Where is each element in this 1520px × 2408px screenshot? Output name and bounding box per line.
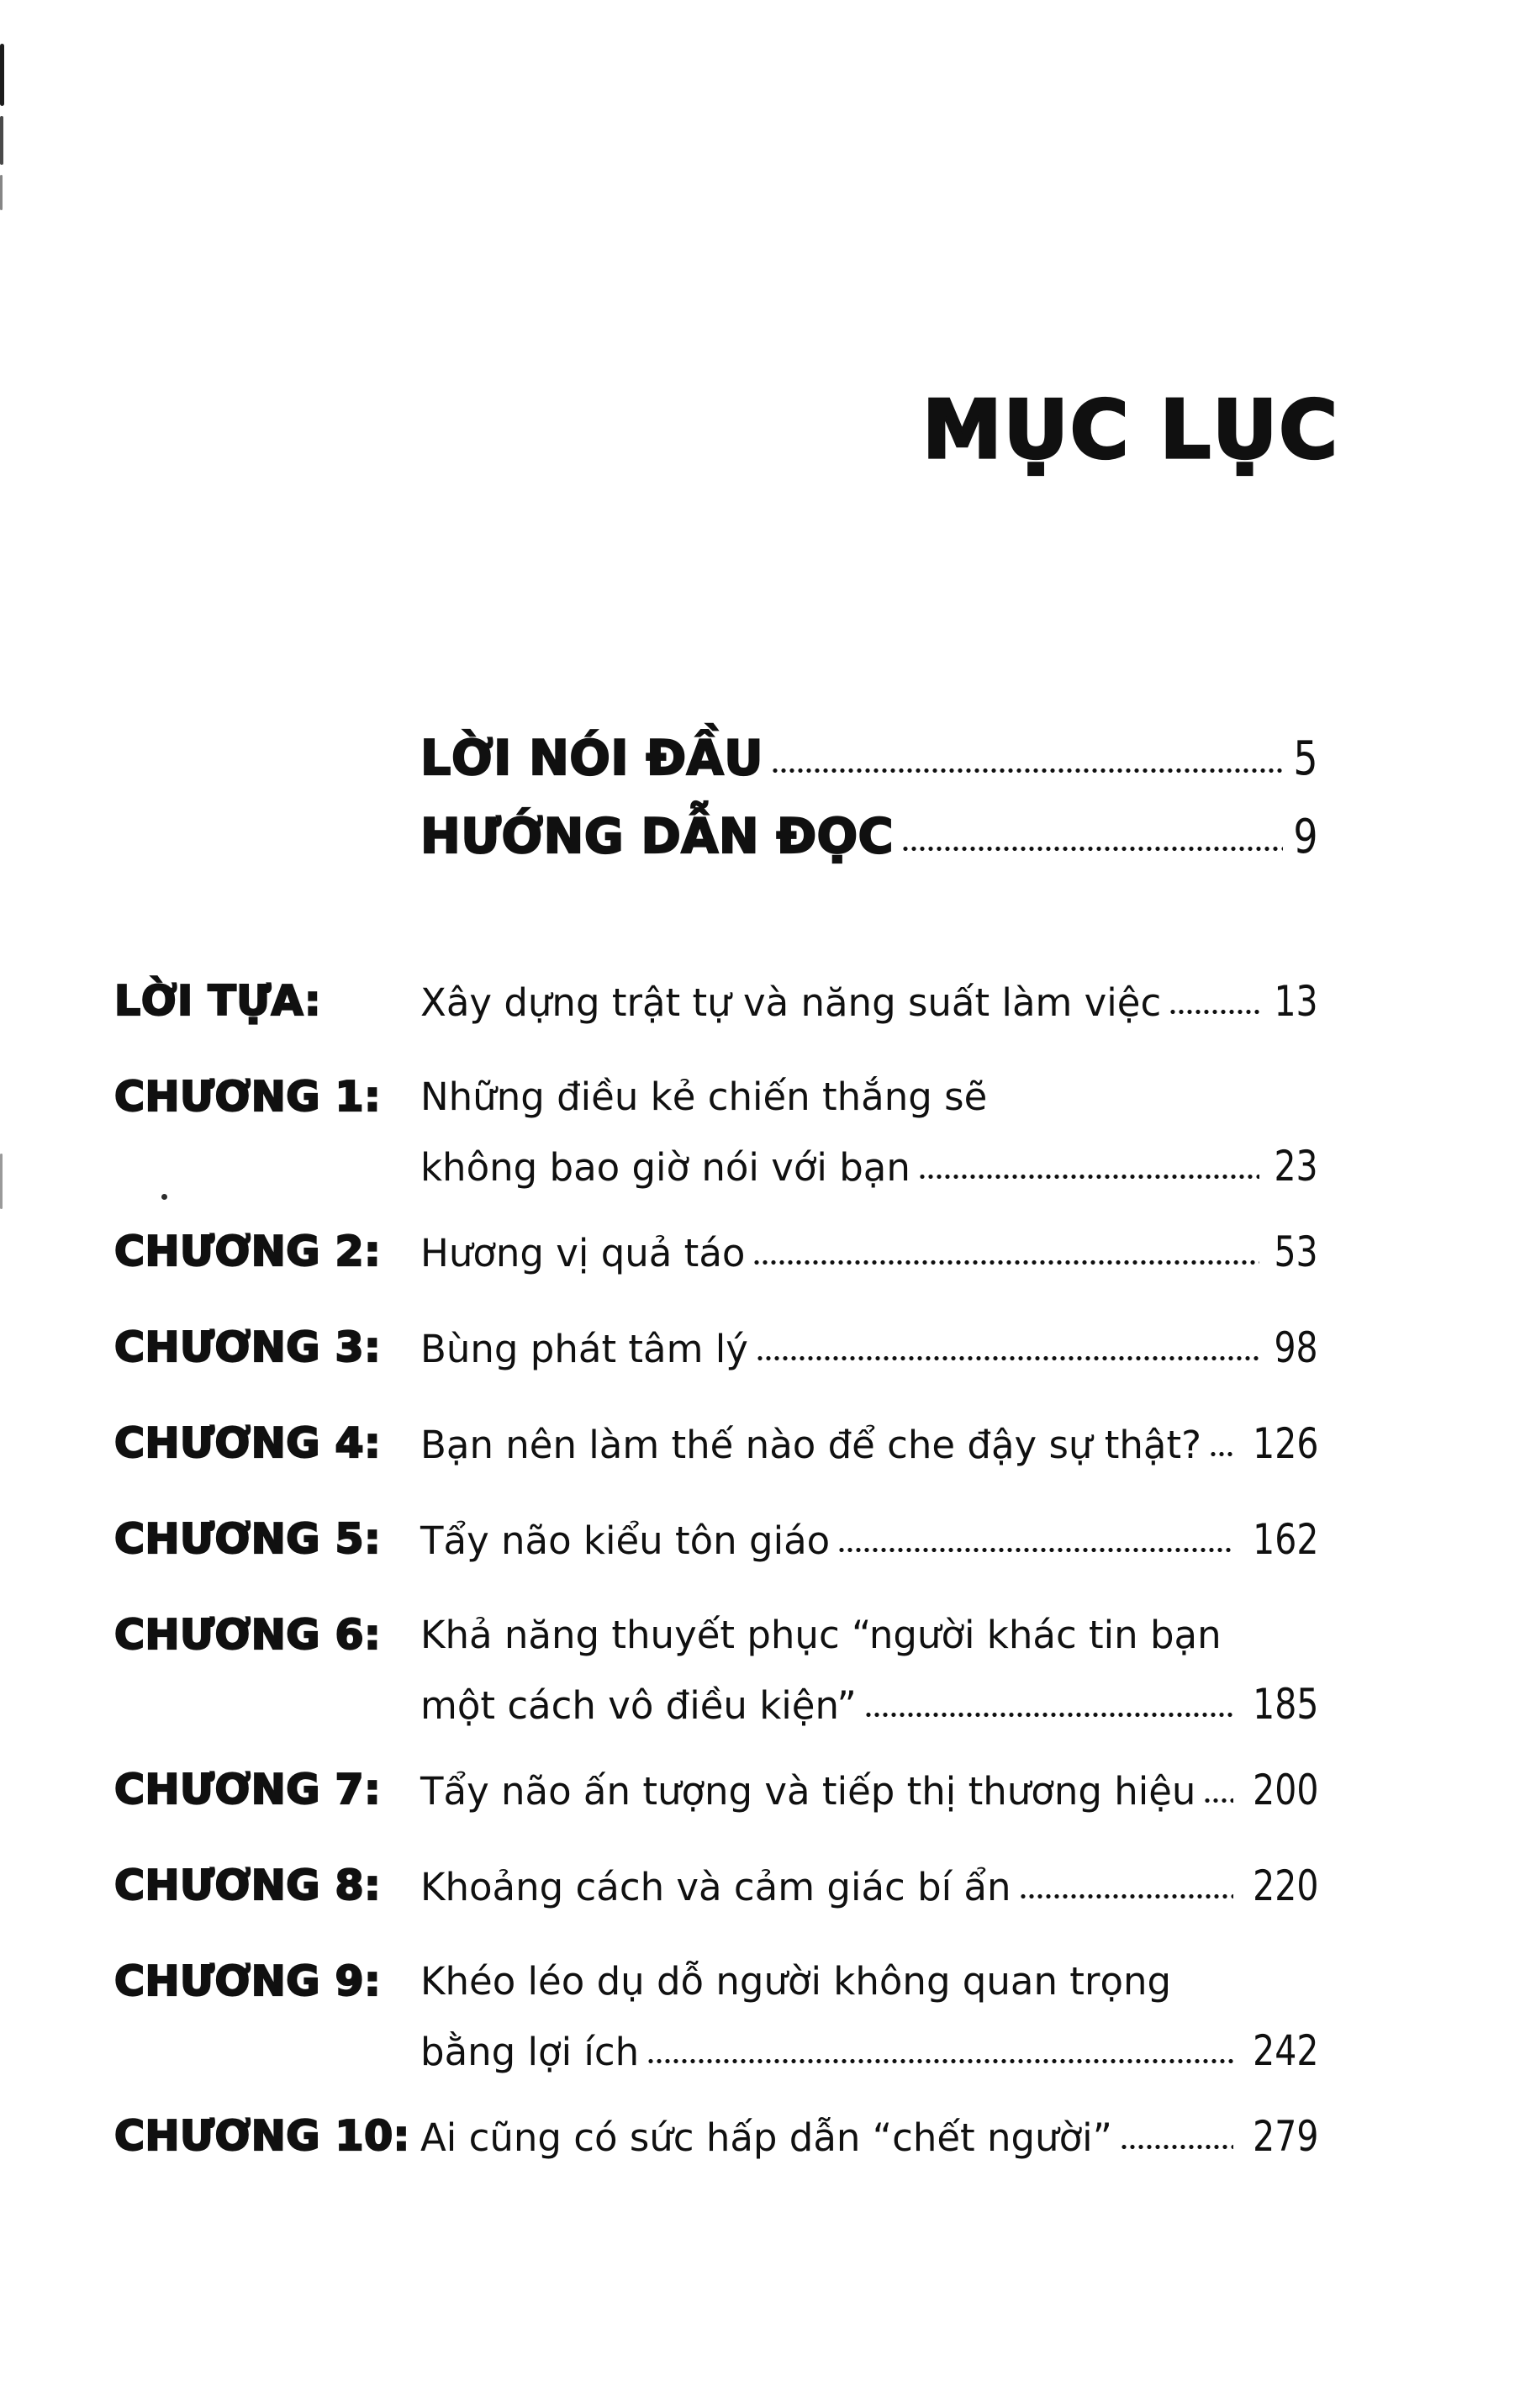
toc-line (420, 1313, 1318, 1384)
toc-line (420, 1601, 1318, 1670)
toc-line (420, 2016, 1318, 2087)
chapter-title: Khoảng cách và cảm giác bí ẩn (420, 1865, 1011, 1909)
dot-leader (1020, 1893, 1233, 1900)
page-number: 9 (1293, 810, 1318, 864)
page-number: 13 (1274, 977, 1318, 1026)
dot-leader (902, 845, 1283, 853)
toc-line (420, 967, 1318, 1038)
toc-entry-chuong-1 (114, 1063, 1318, 1202)
chapter-title: Bạn nên làm thế nào để che đậy sự thật? (420, 1423, 1202, 1467)
page-number: 23 (1274, 1142, 1318, 1191)
chapter-title: Tẩy não kiểu tôn giáo (420, 1518, 831, 1563)
page-title: MỤC LỤC (922, 384, 1339, 477)
chapter-label: CHƯƠNG 9: (114, 1957, 382, 2005)
toc-entry-chuong-7 (114, 1756, 1318, 1826)
toc-entry-loi-tua (114, 967, 1318, 1038)
toc-line (420, 1670, 1318, 1740)
dot-leader (919, 1173, 1260, 1180)
page-number: 279 (1252, 2112, 1318, 2161)
toc-entry-chuong-2 (114, 1217, 1318, 1288)
page-number: 53 (1274, 1228, 1318, 1276)
chapter-title: Ai cũng có sức hấp dẫn “chết người” (420, 2115, 1112, 2160)
dot-leader (865, 1711, 1233, 1719)
chapter-label: CHƯƠNG 7: (114, 1766, 382, 1814)
toc-line (420, 1851, 1318, 1922)
toc-entry-chuong-4 (114, 1409, 1318, 1480)
toc-line (420, 1063, 1318, 1132)
chapter-title: Xây dựng trật tự và năng suất làm việc (420, 980, 1162, 1025)
toc-entry-chuong-3 (114, 1313, 1318, 1384)
toc-entry-chuong-8 (114, 1851, 1318, 1922)
chapter-label: CHƯƠNG 4: (114, 1419, 382, 1467)
dot-leader (1210, 1450, 1233, 1458)
chapter-title: Khéo léo dụ dỗ người không quan trọng (420, 1959, 1172, 2004)
toc-line (420, 1947, 1318, 2016)
page-number: 242 (1252, 2026, 1318, 2075)
toc-line (420, 1217, 1318, 1288)
page-number: 5 (1293, 731, 1318, 786)
chapter-title: Khả năng thuyết phục “người khác tin bạn (420, 1613, 1222, 1657)
chapter-title: Hương vị quả táo (420, 1231, 746, 1275)
chapter-label: CHƯƠNG 5: (114, 1515, 382, 1563)
page-number: 98 (1274, 1323, 1318, 1372)
toc-entry-chuong-6 (114, 1601, 1318, 1740)
dot-leader (1121, 2143, 1233, 2151)
chapter-title: Bùng phát tâm lý (420, 1327, 748, 1371)
toc-entry-chuong-9 (114, 1947, 1318, 2087)
chapter-list (114, 967, 1318, 2198)
toc-line (420, 1409, 1318, 1480)
dot-leader (757, 1354, 1259, 1362)
scan-edge-mark (0, 175, 3, 210)
chapter-label: CHƯƠNG 8: (114, 1861, 382, 1909)
toc-row-front (420, 798, 1318, 876)
toc-line (420, 1756, 1318, 1826)
page-number: 200 (1252, 1766, 1318, 1814)
dot-leader (1204, 1797, 1232, 1804)
page-number: 126 (1252, 1419, 1318, 1468)
chapter-label: CHƯƠNG 10: (114, 2112, 410, 2160)
toc-line (420, 1132, 1318, 1202)
chapter-title-continued: một cách vô điều kiện” (420, 1683, 857, 1728)
dot-leader (772, 767, 1283, 774)
toc-line (420, 2102, 1318, 2173)
page-number: 185 (1252, 1680, 1318, 1729)
toc-entry-chuong-5 (114, 1505, 1318, 1576)
scan-edge-mark (0, 116, 3, 165)
scan-edge-mark (0, 44, 4, 106)
dot-leader (1169, 1008, 1259, 1016)
chapter-label: CHƯƠNG 6: (114, 1611, 382, 1659)
chapter-label: LỜI TỰA: (114, 977, 322, 1025)
front-matter-label: HƯỚNG DẪN ĐỌC (420, 809, 894, 864)
toc-row-front (420, 720, 1318, 798)
dot-leader (647, 2057, 1232, 2065)
page-number: 162 (1252, 1515, 1318, 1564)
chapter-label: CHƯƠNG 3: (114, 1323, 382, 1371)
chapter-title-continued: không bao giờ nói với bạn (420, 1145, 910, 1190)
chapter-title-continued: bằng lợi ích (420, 2030, 640, 2074)
front-matter-list (420, 720, 1318, 876)
dot-leader (838, 1546, 1232, 1554)
scan-edge-mark (0, 1154, 3, 1209)
toc-line (420, 1505, 1318, 1576)
chapter-title: Những điều kẻ chiến thắng sẽ (420, 1075, 988, 1119)
dot-leader (753, 1259, 1259, 1266)
toc-entry-chuong-10 (114, 2102, 1318, 2173)
chapter-label: CHƯƠNG 1: (114, 1073, 382, 1121)
chapter-label: CHƯƠNG 2: (114, 1228, 382, 1275)
page-number: 220 (1252, 1861, 1318, 1910)
chapter-title: Tẩy não ấn tượng và tiếp thị thương hiệu (420, 1769, 1196, 1814)
front-matter-label: LỜI NÓI ĐẦU (420, 731, 764, 786)
